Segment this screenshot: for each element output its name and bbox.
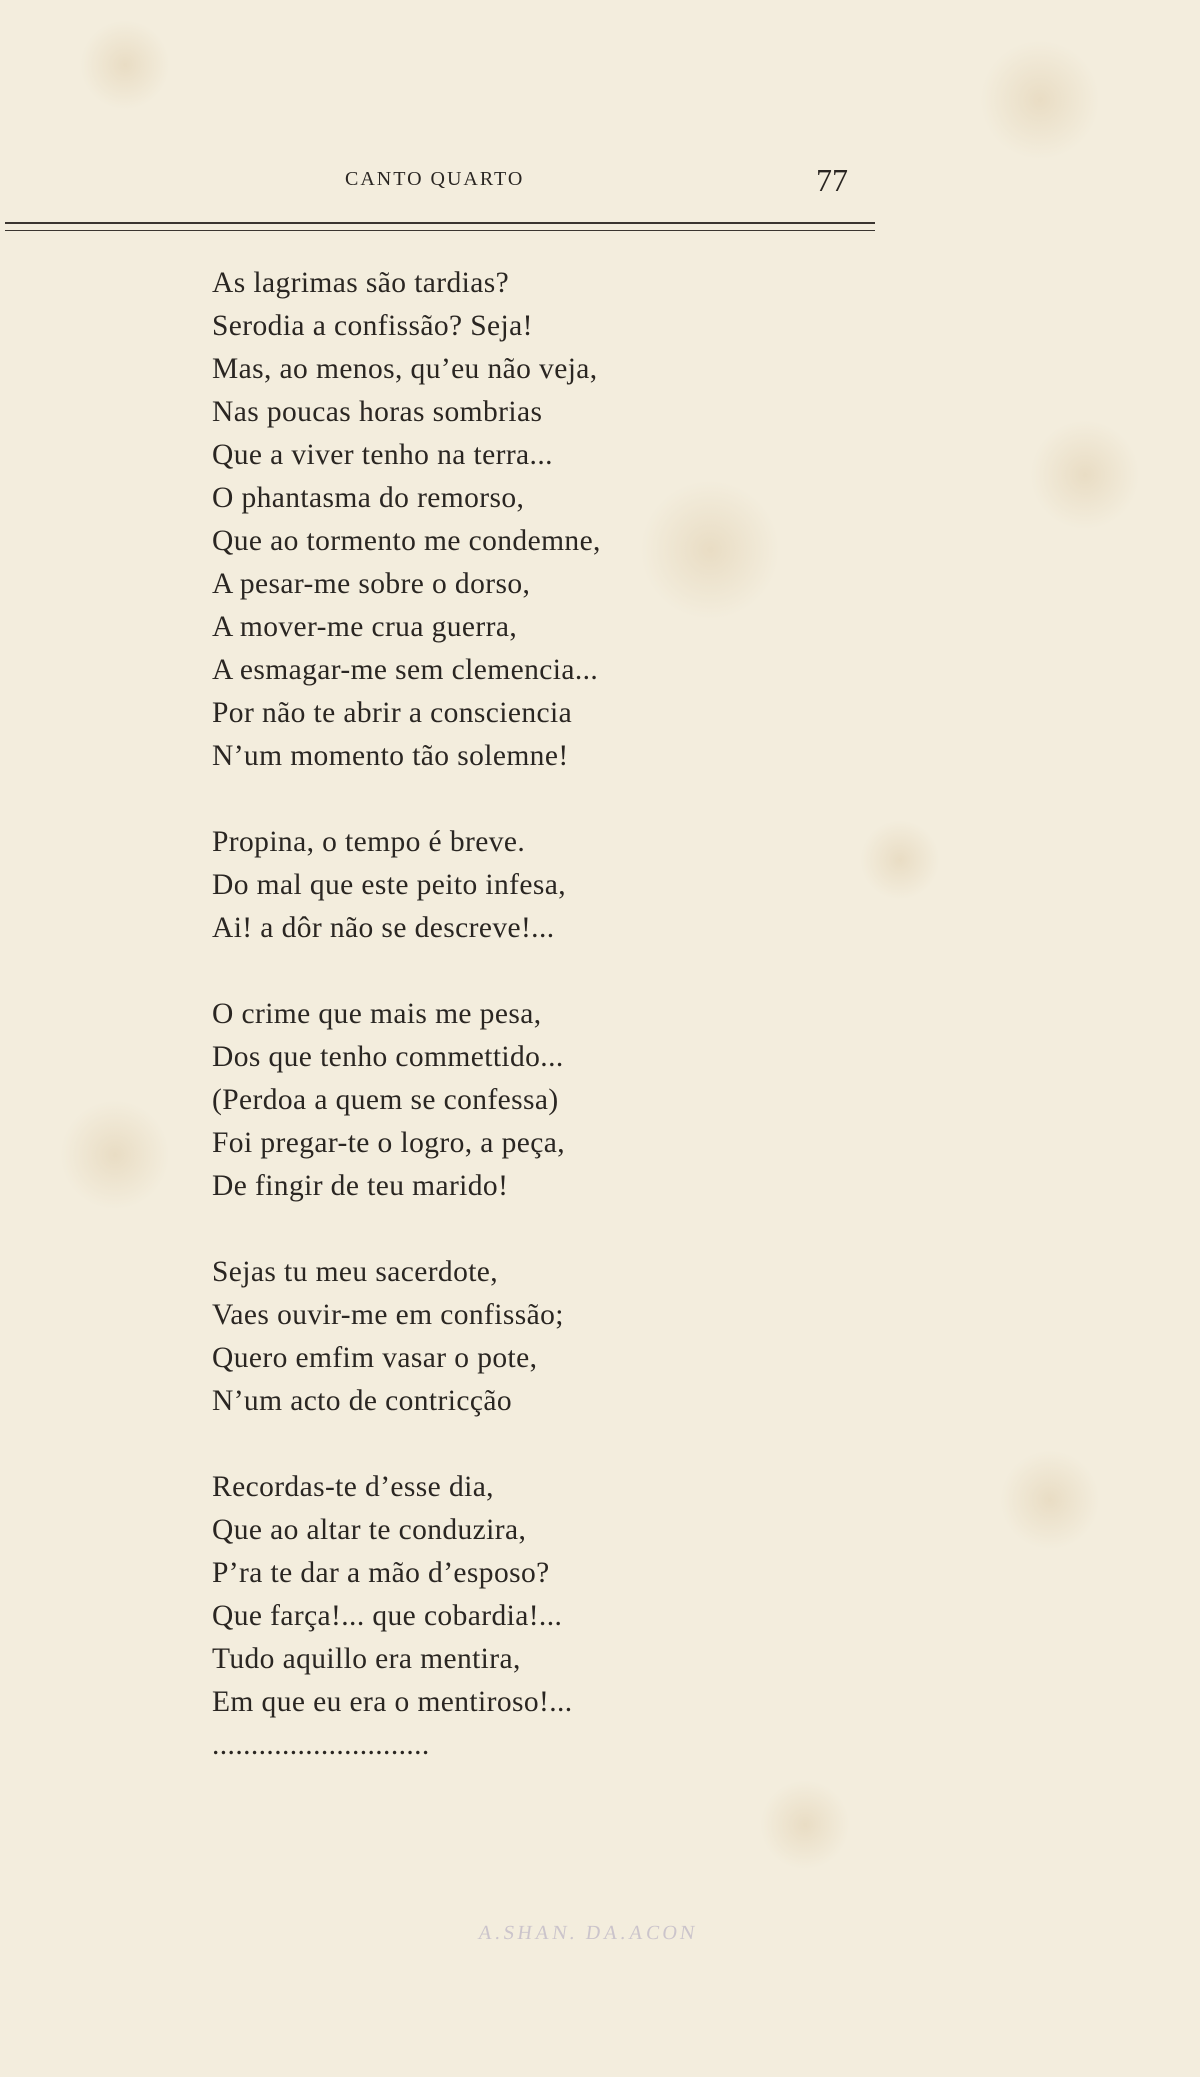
header-rule [5, 222, 875, 224]
verse-line: Por não te abrir a consciencia [212, 697, 573, 729]
paper-stain [860, 820, 940, 900]
verse-line: Propina, o tempo é breve. [212, 826, 526, 858]
verse-line: De fingir de teu marido! [212, 1170, 509, 1202]
verse-line: Sejas tu meu sacerdote, [212, 1256, 499, 1288]
paper-stain [80, 20, 170, 110]
verse-line: Vaes ouvir-me em confissão; [212, 1299, 564, 1331]
verse-line: Recordas-te d’esse dia, [212, 1471, 494, 1503]
stanza [212, 993, 692, 1208]
stanza [212, 1251, 692, 1423]
verse-line: A esmagar-me sem clemencia... [212, 654, 599, 686]
paper-stain [760, 1780, 850, 1870]
page-number: 77 [816, 162, 848, 198]
poem-body [212, 262, 692, 1810]
verse-line: Foi pregar-te o logro, a peça, [212, 1127, 565, 1159]
verse-line: Que ao altar te conduzira, [212, 1514, 527, 1546]
page-header [0, 162, 880, 208]
verse-line: N’um acto de contricção [212, 1385, 512, 1417]
paper-stain [980, 40, 1100, 160]
library-stamp: A.SHAN. DA.ACON [476, 1922, 700, 1944]
verse-line: Nas poucas horas sombrias [212, 396, 543, 428]
verse-line: Quero emfim vasar o pote, [212, 1342, 538, 1374]
stanza [212, 1466, 692, 1767]
verse-line: Que ao tormento me condemne, [212, 525, 601, 557]
verse-line: (Perdoa a quem se confessa) [212, 1084, 559, 1116]
ellipsis-line: ............................ [212, 1729, 430, 1761]
verse-line: O phantasma do remorso, [212, 482, 525, 514]
verse-line: Em que eu era o mentiroso!... [212, 1686, 573, 1718]
header-rule-thin [5, 230, 875, 231]
verse-line: Do mal que este peito infesa, [212, 869, 567, 901]
verse-line: Que farça!... que cobardia!... [212, 1600, 563, 1632]
verse-line: As lagrimas são tardias? [212, 267, 510, 299]
verse-line: N’um momento tão solemne! [212, 740, 569, 772]
verse-line: A pesar-me sobre o dorso, [212, 568, 531, 600]
paper-stain [1000, 1450, 1100, 1550]
verse-line: A mover-me crua guerra, [212, 611, 518, 643]
verse-line: O crime que mais me pesa, [212, 998, 542, 1030]
paper-stain [60, 1100, 170, 1210]
running-head: CANTO QUARTO [345, 168, 525, 190]
verse-line: Tudo aquillo era mentira, [212, 1643, 521, 1675]
verse-line: Que a viver tenho na terra... [212, 439, 553, 471]
paper-stain [1030, 420, 1140, 530]
verse-line: Dos que tenho commettido... [212, 1041, 564, 1073]
verse-line: Serodia a confissão? Seja! [212, 310, 533, 342]
stanza [212, 262, 692, 778]
verse-line: Mas, ao menos, qu’eu não veja, [212, 353, 598, 385]
verse-line: P’ra te dar a mão d’esposo? [212, 1557, 550, 1589]
verse-line: Ai! a dôr não se descreve!... [212, 912, 555, 944]
stanza [212, 821, 692, 950]
